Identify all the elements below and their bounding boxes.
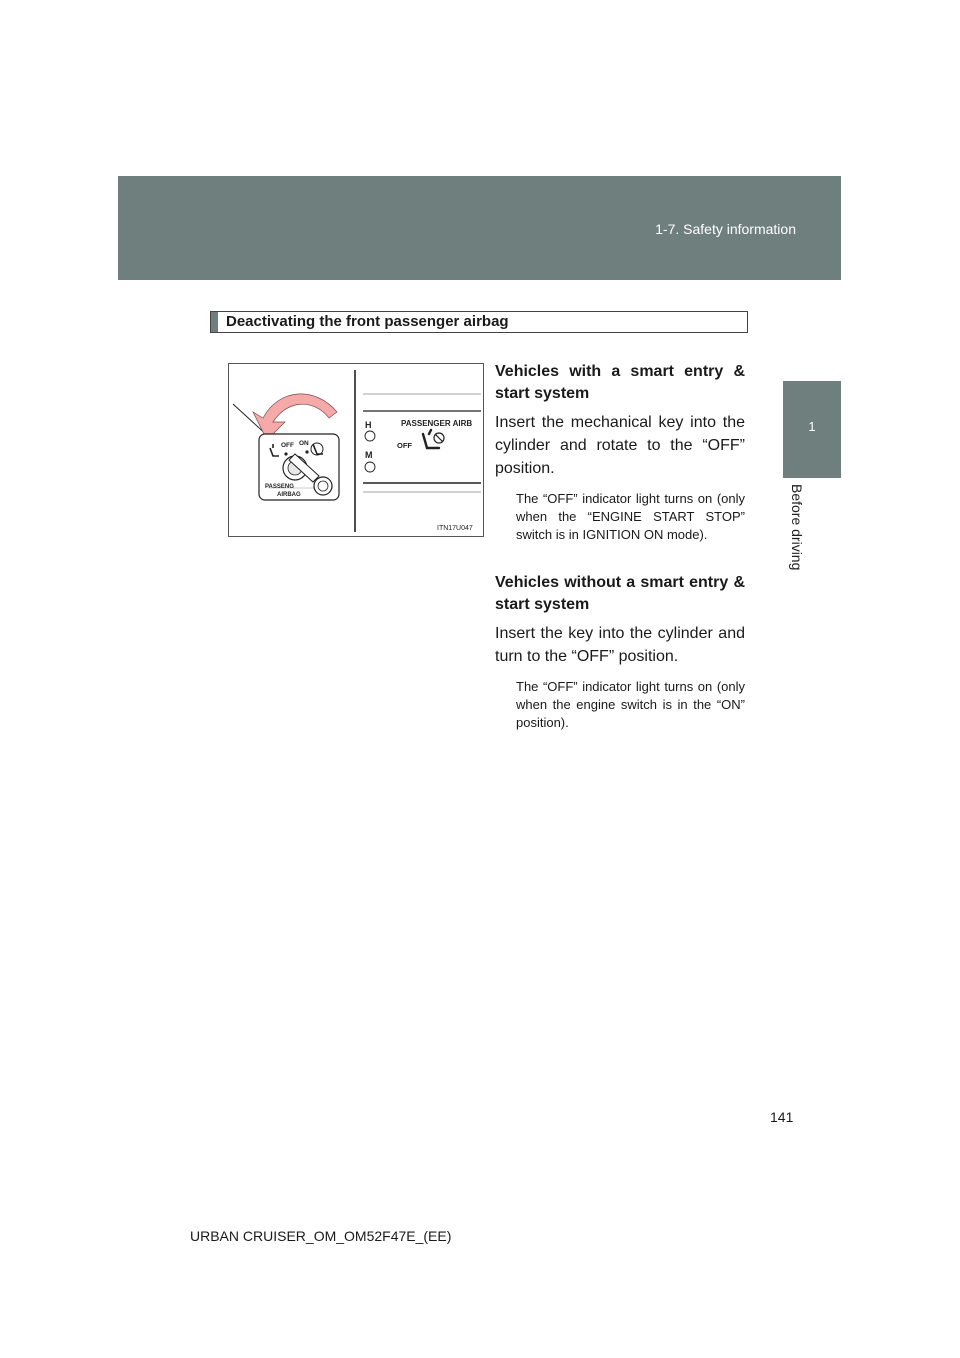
figure-code: ITN17U047: [437, 525, 473, 532]
section-title: Deactivating the front passenger airbag: [226, 313, 509, 330]
panel-h-label: H: [365, 420, 372, 430]
airbag-switch-drawing: [229, 364, 484, 537]
indicator-m-icon: [365, 462, 375, 472]
passenger-seat-icon: [423, 430, 439, 448]
chapter-number: 1: [808, 419, 816, 434]
no-smart-entry-instruction: Insert the key into the cylinder and turn to the “OFF” position.: [495, 625, 745, 665]
smart-entry-heading: Vehicles with a smart entry & start system: [495, 363, 745, 402]
no-smart-entry-block: [495, 572, 745, 732]
switch-passenger-label: PASSENG: [265, 484, 294, 490]
section-heading-bar: [210, 311, 748, 333]
panel-m-label: M: [365, 450, 373, 460]
switch-off-label: OFF: [281, 442, 294, 449]
indicator-h-icon: [365, 431, 375, 441]
chapter-label: Before driving: [789, 484, 805, 571]
no-smart-entry-heading: Vehicles without a smart entry & start system: [495, 574, 745, 613]
switch-on-label: ON: [299, 440, 309, 447]
header-band: [118, 176, 841, 280]
panel-passenger-airbag-label: PASSENGER AIRB: [401, 419, 473, 428]
smart-entry-block: [495, 361, 745, 544]
airbag-switch-illustration: [228, 363, 484, 537]
header-title: 1-7. Safety information: [655, 221, 796, 237]
chapter-tab: [783, 381, 841, 478]
no-smart-entry-note: The “OFF” indicator light turns on (only when the engine switch is in the “ON” position).: [516, 679, 745, 730]
rotate-arrow-icon: [253, 394, 337, 440]
smart-entry-note: The “OFF” indicator light turns on (only when the “ENGINE START STOP” switch is in IGNITION ON mode).: [516, 491, 745, 542]
panel-off-label: OFF: [397, 441, 412, 450]
smart-entry-instruction: Insert the mechanical key into the cylinder and rotate to the “OFF” position.: [495, 414, 745, 477]
section-heading-marker: [211, 312, 218, 332]
footer-document-code: URBAN CRUISER_OM_OM52F47E_(EE): [190, 1228, 452, 1244]
page-number: 141: [770, 1109, 794, 1125]
switch-airbag-label: AIRBAG: [277, 492, 301, 498]
